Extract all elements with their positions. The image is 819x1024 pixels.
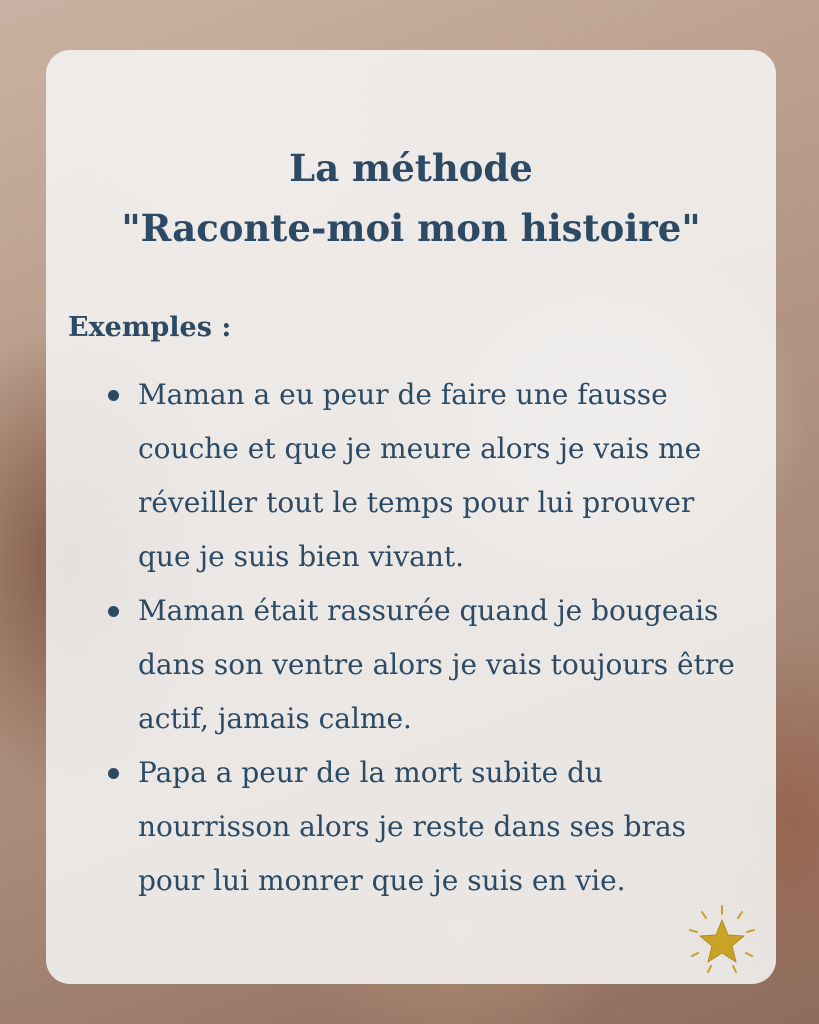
list-item-text: Maman a eu peur de faire une fausse couche et que je meure alors je vais me réveiller tout le temps pour lui prouver que je suis bien vivant. <box>138 378 702 573</box>
star-icon <box>682 900 762 980</box>
list-item <box>110 368 750 584</box>
list-item-text: Papa a peur de la mort subite du nourrisson alors je reste dans ses bras pour lui monrer que je suis en vie. <box>138 756 687 897</box>
page-title <box>46 138 776 258</box>
list-item <box>110 584 750 746</box>
title-line-2: "Raconte-moi mon histoire" <box>121 206 701 250</box>
list-item-text: Maman était rassurée quand je bougeais dans son ventre alors je vais toujours être actif, jamais calme. <box>138 594 735 735</box>
bullet-icon <box>108 606 119 617</box>
list-item <box>110 746 750 908</box>
content-card <box>46 50 776 984</box>
examples-list <box>110 368 750 908</box>
examples-heading: Exemples : <box>68 312 232 343</box>
bullet-icon <box>108 390 119 401</box>
bullet-icon <box>108 768 119 779</box>
title-line-1: La méthode <box>289 146 533 190</box>
